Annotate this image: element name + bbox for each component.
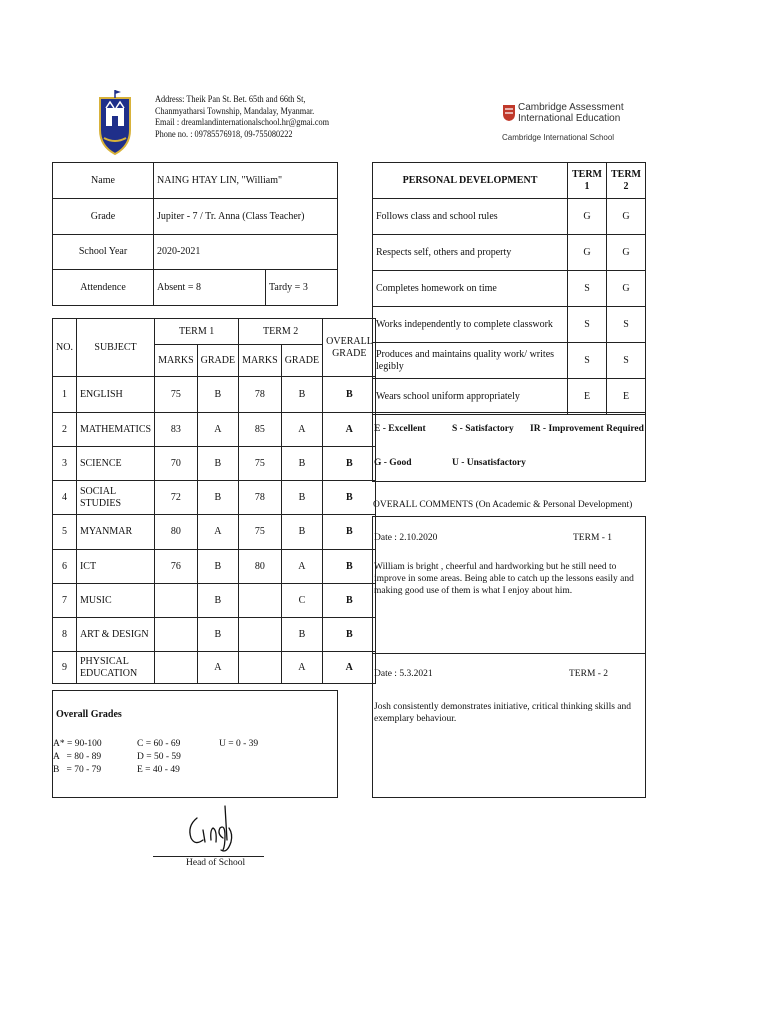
row-number: 9 [53, 652, 77, 684]
term1-grade: B [197, 618, 238, 652]
grade-scale-title: Overall Grades [56, 709, 122, 720]
overall-header: OVERALL GRADE [323, 319, 376, 377]
term2-header: TERM 2 [239, 319, 323, 345]
personal-item-label: Follows class and school rules [373, 199, 568, 235]
term1-grade: B [197, 377, 238, 413]
subject-name: MUSIC [76, 584, 154, 618]
school-address-block [155, 94, 344, 140]
term1-header: TERM 1 [155, 319, 239, 345]
term1-grade: B [197, 481, 238, 515]
row-number: 7 [53, 584, 77, 618]
term2-grade: A [281, 413, 322, 447]
personal-term2: S [607, 307, 646, 343]
personal-item-label: Completes homework on time [373, 271, 568, 307]
term2-grade: A [281, 652, 322, 684]
personal-item-label: Respects self, others and property [373, 235, 568, 271]
key-unsatisfactory: U - Unsatisfactory [452, 458, 526, 468]
grade-row [53, 584, 376, 618]
term2-marks [239, 652, 282, 684]
head-signature-image [183, 800, 241, 856]
tardy-value: Tardy = 3 [266, 270, 338, 306]
personal-term2: E [607, 379, 646, 415]
personal-term1: G [568, 235, 607, 271]
grade-row [53, 550, 376, 584]
personal-item-label: Wears school uniform appropriately [373, 379, 568, 415]
township-line: Chanmyatharsi Township, Mandalay, Myanmar. [155, 105, 315, 116]
personal-term2: G [607, 199, 646, 235]
term2-grade: B [281, 481, 322, 515]
subject-name: SCIENCE [76, 447, 154, 481]
attendance-label: Attendence [53, 270, 154, 306]
comments-box [372, 516, 646, 798]
grading-key-box [372, 412, 646, 482]
term1-marks [155, 618, 198, 652]
term2-marks [239, 618, 282, 652]
term1-col-header: TERM 1 [568, 163, 607, 199]
overall-grade: B [323, 377, 376, 413]
term1-marks: 83 [155, 413, 198, 447]
term2-comment-label: TERM - 2 [569, 669, 609, 679]
overall-grade: B [323, 481, 376, 515]
term2-comment-date: Date : 5.3.2021 [374, 669, 433, 679]
scale-d: D = 50 - 59 [137, 752, 181, 762]
term1-marks: 70 [155, 447, 198, 481]
subject-name: MYANMAR [76, 515, 154, 550]
term2-grade: B [281, 515, 322, 550]
term1-marks [155, 652, 198, 684]
personal-row [373, 307, 646, 343]
key-excellent: E - Excellent [374, 424, 426, 434]
student-info-table [52, 162, 338, 306]
term2-grade: B [281, 618, 322, 652]
cambridge-shield-icon [502, 104, 516, 122]
cambridge-title: Cambridge Assessment [518, 102, 624, 113]
overall-grade: A [323, 413, 376, 447]
term2-marks: 78 [239, 377, 282, 413]
key-good: G - Good [374, 458, 412, 468]
row-number: 4 [53, 481, 77, 515]
term1-marks [155, 584, 198, 618]
email-line: Email : dreamlandinternationalschool.hr@gmai.com [155, 117, 330, 127]
personal-term1: G [568, 199, 607, 235]
student-grade: Jupiter - 7 / Tr. Anna (Class Teacher) [154, 199, 338, 235]
term2-marks: 75 [239, 447, 282, 481]
subject-name: ART & DESIGN [76, 618, 154, 652]
term1-grade: A [197, 515, 238, 550]
no-header: NO. [53, 319, 77, 377]
personal-item-label: Works independently to complete classwork [373, 307, 568, 343]
grade-row [53, 413, 376, 447]
personal-row [373, 379, 646, 415]
personal-row [373, 199, 646, 235]
term2-grade: C [281, 584, 322, 618]
personal-row [373, 343, 646, 379]
term2-comment-text: Josh consistently demonstrates initiative, critical thinking skills and exemplary behaviour. [374, 702, 631, 724]
subject-header: SUBJECT [76, 319, 154, 377]
grade-row [53, 652, 376, 684]
overall-grade: B [323, 515, 376, 550]
scale-u: U = 0 - 39 [219, 739, 259, 749]
row-number: 8 [53, 618, 77, 652]
key-satisfactory: S - Satisfactory [452, 424, 514, 434]
term2-marks: 80 [239, 550, 282, 584]
term1-grade: B [197, 584, 238, 618]
comments-divider [373, 653, 645, 654]
grade-row [53, 515, 376, 550]
row-number: 1 [53, 377, 77, 413]
school-crest-logo [96, 88, 134, 158]
personal-term1: S [568, 343, 607, 379]
overall-grade: B [323, 584, 376, 618]
cambridge-subtitle: International Education [518, 113, 621, 124]
personal-term1: E [568, 379, 607, 415]
grade-row [53, 447, 376, 481]
term2-grade: B [281, 447, 322, 481]
phone-line: Phone no. : 09785576918, 09-755080222 [155, 128, 293, 139]
grade-row [53, 377, 376, 413]
scale-a-plus: A* = 90-100 [53, 739, 102, 749]
school-year-label: School Year [53, 235, 154, 270]
key-improvement: IR - Improvement Required [530, 424, 644, 434]
school-year-value: 2020-2021 [154, 235, 338, 270]
grade-scale-box [52, 690, 338, 798]
row-number: 5 [53, 515, 77, 550]
personal-header: PERSONAL DEVELOPMENT [373, 163, 568, 199]
grade-header: GRADE [281, 345, 322, 377]
scale-a: A = 80 - 89 [53, 752, 102, 762]
row-number: 6 [53, 550, 77, 584]
comments-title: OVERALL COMMENTS (On Academic & Personal Development) [373, 500, 633, 510]
personal-item-label: Produces and maintains quality work/ writes legibly [373, 343, 568, 379]
grade-row [53, 481, 376, 515]
row-number: 3 [53, 447, 77, 481]
personal-row [373, 271, 646, 307]
student-name: NAING HTAY LIN, "William" [154, 163, 338, 199]
term1-grade: A [197, 413, 238, 447]
overall-grade: B [323, 550, 376, 584]
grade-header: GRADE [197, 345, 238, 377]
scale-c: C = 60 - 69 [137, 739, 181, 749]
signature-line [153, 856, 264, 857]
absent-value: Absent = 8 [154, 270, 266, 306]
personal-row [373, 235, 646, 271]
subject-name: MATHEMATICS [76, 413, 154, 447]
term1-marks: 76 [155, 550, 198, 584]
subject-name: ENGLISH [76, 377, 154, 413]
grade-row [53, 618, 376, 652]
term1-marks: 80 [155, 515, 198, 550]
term2-grade: B [281, 377, 322, 413]
term1-comment-label: TERM - 1 [573, 533, 613, 543]
scale-b: B = 70 - 79 [53, 765, 102, 775]
term2-marks: 75 [239, 515, 282, 550]
address-line: Address: Theik Pan St. Bet. 65th and 66th St, [155, 94, 306, 104]
term1-comment-date: Date : 2.10.2020 [374, 533, 438, 543]
marks-header: MARKS [155, 345, 198, 377]
term2-grade: A [281, 550, 322, 584]
personal-term2: S [607, 343, 646, 379]
term2-col-header: TERM 2 [607, 163, 646, 199]
personal-term2: G [607, 271, 646, 307]
personal-term1: S [568, 271, 607, 307]
cambridge-school-label: Cambridge International School [502, 133, 615, 142]
personal-term2: G [607, 235, 646, 271]
term1-grade: B [197, 447, 238, 481]
term1-marks: 72 [155, 481, 198, 515]
name-label: Name [53, 163, 154, 199]
overall-grade: B [323, 447, 376, 481]
grades-table [52, 318, 376, 684]
term2-marks [239, 584, 282, 618]
subject-name: SOCIAL STUDIES [76, 481, 154, 515]
overall-grade: A [323, 652, 376, 684]
scale-e: E = 40 - 49 [137, 765, 180, 775]
signature-label: Head of School [186, 858, 246, 868]
row-number: 2 [53, 413, 77, 447]
term1-comment-text: William is bright , cheerful and hardworking but he still need to improve in some areas. Being able to catch up the lessons easily and making good use of them is what I enjoy about him. [374, 562, 634, 596]
term2-marks: 78 [239, 481, 282, 515]
personal-term1: S [568, 307, 607, 343]
grade-label: Grade [53, 199, 154, 235]
term2-marks: 85 [239, 413, 282, 447]
overall-grade: B [323, 618, 376, 652]
term1-grade: A [197, 652, 238, 684]
subject-name: ICT [76, 550, 154, 584]
term1-grade: B [197, 550, 238, 584]
subject-name: PHYSICAL EDUCATION [76, 652, 154, 684]
term1-marks: 75 [155, 377, 198, 413]
marks-header: MARKS [239, 345, 282, 377]
personal-development-table [372, 162, 646, 415]
